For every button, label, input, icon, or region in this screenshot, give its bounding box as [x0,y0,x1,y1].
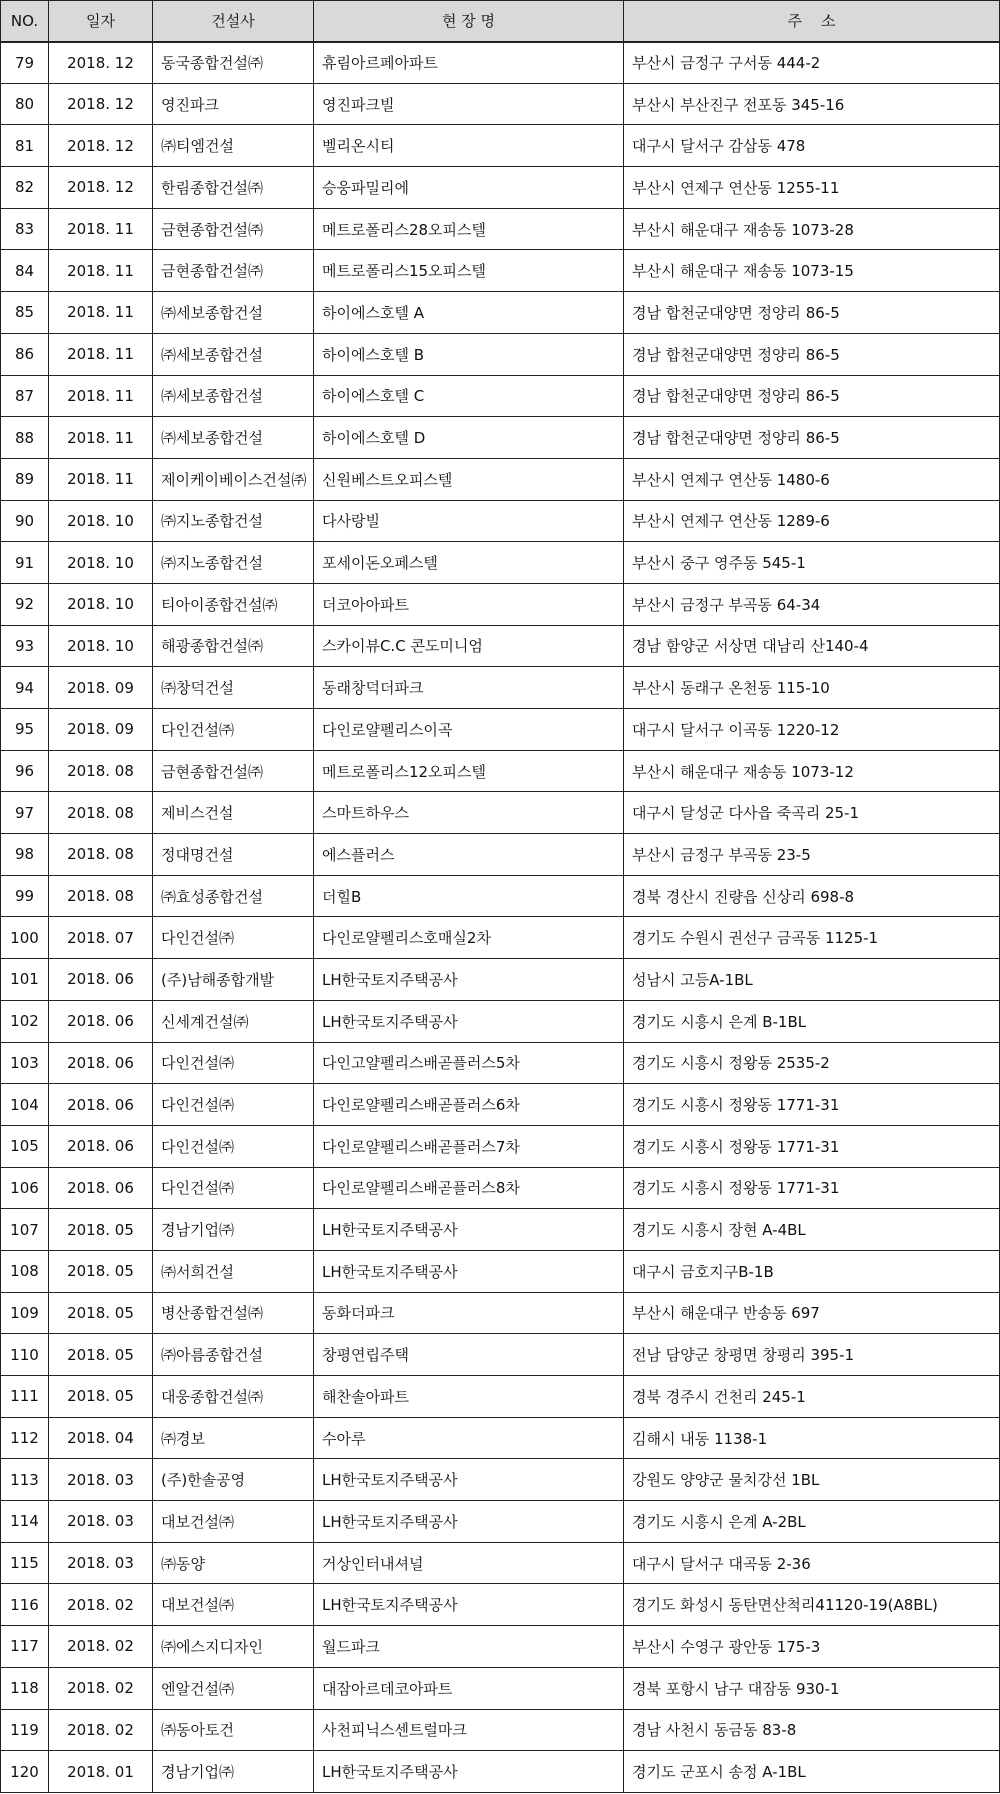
cell-site: 메트로폴리스12오피스텔 [314,750,624,792]
cell-no: 116 [1,1584,49,1626]
cell-address: 전남 담양군 창평면 창평리 395-1 [624,1334,1000,1376]
cell-no: 91 [1,542,49,584]
cell-date: 2018. 12 [49,167,153,209]
cell-address: 부산시 부산진구 전포동 345-16 [624,83,1000,125]
cell-date: 2018. 06 [49,1000,153,1042]
cell-company: ㈜지노종합건설 [153,542,314,584]
cell-site: 다인로얄펠리스이곡 [314,709,624,751]
cell-no: 101 [1,959,49,1001]
cell-address: 대구시 달서구 이곡동 1220-12 [624,709,1000,751]
table-row [1,667,1000,709]
cell-date: 2018. 02 [49,1626,153,1668]
cell-address: 경기도 시흥시 정왕동 1771-31 [624,1167,1000,1209]
cell-site: 하이에스호텔 A [314,292,624,334]
table-row [1,959,1000,1001]
cell-address: 강원도 양양군 물치강선 1BL [624,1459,1000,1501]
cell-site: 영진파크빌 [314,83,624,125]
cell-company: ㈜효성종합건설 [153,875,314,917]
cell-no: 102 [1,1000,49,1042]
cell-date: 2018. 05 [49,1209,153,1251]
cell-site: 하이에스호텔 D [314,417,624,459]
cell-address: 부산시 연제구 연산동 1289-6 [624,500,1000,542]
cell-site: 동래창덕더파크 [314,667,624,709]
cell-no: 93 [1,625,49,667]
cell-company: ㈜아름종합건설 [153,1334,314,1376]
cell-site: 다인로얄펠리스호매실2차 [314,917,624,959]
table-row [1,1751,1000,1793]
cell-site: LH한국토지주택공사 [314,1000,624,1042]
table-row [1,292,1000,334]
cell-no: 84 [1,250,49,292]
cell-date: 2018. 12 [49,125,153,167]
cell-no: 107 [1,1209,49,1251]
cell-date: 2018. 02 [49,1667,153,1709]
cell-address: 경기도 시흥시 정왕동 2535-2 [624,1042,1000,1084]
cell-company: ㈜창덕건설 [153,667,314,709]
cell-date: 2018. 09 [49,709,153,751]
cell-site: 다사랑빌 [314,500,624,542]
cell-date: 2018. 05 [49,1334,153,1376]
cell-address: 부산시 동래구 온천동 115-10 [624,667,1000,709]
cell-site: LH한국토지주택공사 [314,1250,624,1292]
table-row [1,42,1000,84]
table-row [1,375,1000,417]
cell-company: 금현종합건설㈜ [153,208,314,250]
table-row [1,208,1000,250]
cell-company: (주)한솔공영 [153,1459,314,1501]
cell-site: LH한국토지주택공사 [314,1459,624,1501]
cell-company: 경남기업㈜ [153,1751,314,1793]
cell-no: 80 [1,83,49,125]
table-row [1,1125,1000,1167]
cell-no: 82 [1,167,49,209]
cell-address: 부산시 해운대구 재송동 1073-12 [624,750,1000,792]
cell-no: 105 [1,1125,49,1167]
cell-company: 동국종합건설㈜ [153,42,314,84]
cell-company: 금현종합건설㈜ [153,750,314,792]
cell-no: 120 [1,1751,49,1793]
cell-no: 106 [1,1167,49,1209]
cell-company: (주)남해종합개발 [153,959,314,1001]
table-row [1,875,1000,917]
cell-no: 92 [1,583,49,625]
cell-address: 경기도 시흥시 정왕동 1771-31 [624,1125,1000,1167]
table-row [1,542,1000,584]
cell-date: 2018. 08 [49,834,153,876]
cell-address: 부산시 금정구 부곡동 64-34 [624,583,1000,625]
cell-address: 경기도 시흥시 은계 B-1BL [624,1000,1000,1042]
cell-site: 해찬솔아파트 [314,1376,624,1418]
cell-date: 2018. 10 [49,583,153,625]
cell-no: 112 [1,1417,49,1459]
cell-site: LH한국토지주택공사 [314,1209,624,1251]
cell-company: 신세계건설㈜ [153,1000,314,1042]
cell-address: 대구시 금호지구B-1B [624,1250,1000,1292]
cell-no: 97 [1,792,49,834]
cell-address: 경남 합천군대양면 정양리 86-5 [624,333,1000,375]
cell-address: 경남 함양군 서상면 대남리 산140-4 [624,625,1000,667]
cell-date: 2018. 08 [49,750,153,792]
cell-no: 103 [1,1042,49,1084]
cell-date: 2018. 06 [49,1084,153,1126]
cell-site: 하이에스호텔 C [314,375,624,417]
table-row [1,417,1000,459]
cell-site: LH한국토지주택공사 [314,959,624,1001]
table-row [1,167,1000,209]
table-row [1,125,1000,167]
cell-site: 에스플러스 [314,834,624,876]
cell-date: 2018. 08 [49,875,153,917]
cell-site: 수아루 [314,1417,624,1459]
cell-company: ㈜동양 [153,1542,314,1584]
cell-date: 2018. 11 [49,292,153,334]
cell-no: 90 [1,500,49,542]
table-row [1,750,1000,792]
cell-address: 부산시 중구 영주동 545-1 [624,542,1000,584]
cell-site: 다인고얄펠리스배곧플러스5차 [314,1042,624,1084]
header-address: 주 소 [624,1,1000,42]
table-row [1,1209,1000,1251]
cell-no: 83 [1,208,49,250]
cell-date: 2018. 11 [49,208,153,250]
cell-no: 114 [1,1501,49,1543]
table-row [1,1417,1000,1459]
cell-address: 부산시 해운대구 재송동 1073-15 [624,250,1000,292]
cell-no: 108 [1,1250,49,1292]
cell-no: 109 [1,1292,49,1334]
cell-date: 2018. 03 [49,1459,153,1501]
cell-site: 하이에스호텔 B [314,333,624,375]
cell-company: ㈜세보종합건설 [153,333,314,375]
cell-company: ㈜동아토건 [153,1709,314,1751]
header-date: 일자 [49,1,153,42]
cell-company: 대보건설㈜ [153,1501,314,1543]
cell-company: 제비스건설 [153,792,314,834]
cell-company: 병산종합건설㈜ [153,1292,314,1334]
table-row [1,83,1000,125]
cell-company: 대보건설㈜ [153,1584,314,1626]
cell-site: LH한국토지주택공사 [314,1751,624,1793]
cell-no: 119 [1,1709,49,1751]
table-row [1,1000,1000,1042]
cell-address: 경기도 화성시 동탄면산척리41120-19(A8BL) [624,1584,1000,1626]
table-row [1,250,1000,292]
cell-site: 스카이뷰C.C 콘도미니엄 [314,625,624,667]
cell-address: 경남 합천군대양면 정양리 86-5 [624,417,1000,459]
cell-date: 2018. 11 [49,333,153,375]
cell-no: 118 [1,1667,49,1709]
table-row [1,1542,1000,1584]
table-body [1,42,1000,1793]
cell-company: ㈜세보종합건설 [153,417,314,459]
cell-no: 85 [1,292,49,334]
cell-site: 다인로얄펠리스배곧플러스6차 [314,1084,624,1126]
header-site: 현 장 명 [314,1,624,42]
cell-site: 월드파크 [314,1626,624,1668]
cell-date: 2018. 07 [49,917,153,959]
cell-address: 경북 포항시 남구 대잠동 930-1 [624,1667,1000,1709]
cell-company: 다인건설㈜ [153,709,314,751]
cell-site: 더코아아파트 [314,583,624,625]
cell-company: 제이케이베이스건설㈜ [153,458,314,500]
table-row [1,917,1000,959]
cell-company: ㈜서희건설 [153,1250,314,1292]
table-row [1,1084,1000,1126]
cell-no: 81 [1,125,49,167]
cell-date: 2018. 05 [49,1250,153,1292]
cell-date: 2018. 05 [49,1292,153,1334]
cell-date: 2018. 06 [49,1125,153,1167]
table-row [1,792,1000,834]
cell-date: 2018. 02 [49,1584,153,1626]
table-row [1,1626,1000,1668]
header-no: NO. [1,1,49,42]
cell-no: 95 [1,709,49,751]
cell-no: 100 [1,917,49,959]
table-row [1,1584,1000,1626]
cell-site: 메트로폴리스15오피스텔 [314,250,624,292]
table-row [1,1292,1000,1334]
cell-date: 2018. 04 [49,1417,153,1459]
cell-company: 티아이종합건설㈜ [153,583,314,625]
cell-company: 다인건설㈜ [153,917,314,959]
cell-date: 2018. 10 [49,625,153,667]
cell-no: 96 [1,750,49,792]
cell-address: 경기도 시흥시 정왕동 1771-31 [624,1084,1000,1126]
cell-address: 경북 경주시 건천리 245-1 [624,1376,1000,1418]
table-row [1,1459,1000,1501]
cell-address: 경기도 시흥시 은계 A-2BL [624,1501,1000,1543]
table-row [1,709,1000,751]
cell-company: 엔알건설㈜ [153,1667,314,1709]
cell-site: 다인로얄펠리스배곧플러스7차 [314,1125,624,1167]
cell-date: 2018. 10 [49,542,153,584]
cell-site: LH한국토지주택공사 [314,1584,624,1626]
cell-address: 경남 합천군대양면 정양리 86-5 [624,292,1000,334]
cell-date: 2018. 05 [49,1376,153,1418]
cell-no: 94 [1,667,49,709]
cell-date: 2018. 03 [49,1542,153,1584]
cell-address: 성남시 고등A-1BL [624,959,1000,1001]
cell-company: 다인건설㈜ [153,1084,314,1126]
table-row [1,625,1000,667]
cell-site: 휴림아르페아파트 [314,42,624,84]
table-row [1,1709,1000,1751]
cell-no: 115 [1,1542,49,1584]
cell-date: 2018. 11 [49,250,153,292]
table-row [1,1167,1000,1209]
cell-date: 2018. 09 [49,667,153,709]
cell-address: 부산시 금정구 부곡동 23-5 [624,834,1000,876]
cell-date: 2018. 02 [49,1709,153,1751]
cell-company: ㈜경보 [153,1417,314,1459]
table-row [1,583,1000,625]
cell-company: 다인건설㈜ [153,1125,314,1167]
cell-company: ㈜티엠건설 [153,125,314,167]
cell-date: 2018. 11 [49,375,153,417]
cell-address: 부산시 수영구 광안동 175-3 [624,1626,1000,1668]
cell-date: 2018. 03 [49,1501,153,1543]
cell-no: 99 [1,875,49,917]
cell-no: 79 [1,42,49,84]
cell-no: 111 [1,1376,49,1418]
cell-site: 신원베스트오피스텔 [314,458,624,500]
cell-no: 87 [1,375,49,417]
cell-date: 2018. 06 [49,1167,153,1209]
cell-company: 다인건설㈜ [153,1042,314,1084]
cell-address: 대구시 달서구 감삼동 478 [624,125,1000,167]
cell-date: 2018. 11 [49,458,153,500]
cell-date: 2018. 06 [49,959,153,1001]
cell-date: 2018. 06 [49,1042,153,1084]
cell-no: 104 [1,1084,49,1126]
cell-site: 포세이돈오페스텔 [314,542,624,584]
cell-date: 2018. 12 [49,42,153,84]
table-row [1,1667,1000,1709]
table-row [1,834,1000,876]
header-row [1,1,1000,42]
cell-date: 2018. 11 [49,417,153,459]
cell-address: 경남 합천군대양면 정양리 86-5 [624,375,1000,417]
cell-site: 다인로얄펠리스배곧플러스8차 [314,1167,624,1209]
cell-company: 다인건설㈜ [153,1167,314,1209]
cell-no: 98 [1,834,49,876]
cell-address: 부산시 연제구 연산동 1255-11 [624,167,1000,209]
cell-address: 경기도 시흥시 장현 A-4BL [624,1209,1000,1251]
cell-site: 더힐B [314,875,624,917]
cell-site: 대잠아르데코아파트 [314,1667,624,1709]
cell-no: 110 [1,1334,49,1376]
cell-company: ㈜지노종합건설 [153,500,314,542]
cell-address: 부산시 연제구 연산동 1480-6 [624,458,1000,500]
cell-address: 경남 사천시 동금동 83-8 [624,1709,1000,1751]
table-row [1,1250,1000,1292]
table-row [1,500,1000,542]
cell-address: 대구시 달서구 대곡동 2-36 [624,1542,1000,1584]
header-company: 건설사 [153,1,314,42]
cell-site: 스마트하우스 [314,792,624,834]
cell-address: 부산시 금정구 구서동 444-2 [624,42,1000,84]
cell-no: 86 [1,333,49,375]
cell-address: 부산시 해운대구 재송동 1073-28 [624,208,1000,250]
cell-date: 2018. 01 [49,1751,153,1793]
cell-site: LH한국토지주택공사 [314,1501,624,1543]
cell-site: 창평연립주택 [314,1334,624,1376]
table-row [1,1334,1000,1376]
cell-date: 2018. 10 [49,500,153,542]
cell-site: 사천피닉스센트럴마크 [314,1709,624,1751]
cell-company: 영진파크 [153,83,314,125]
cell-no: 113 [1,1459,49,1501]
table-row [1,1376,1000,1418]
cell-company: ㈜에스지디자인 [153,1626,314,1668]
cell-address: 대구시 달성군 다사읍 죽곡리 25-1 [624,792,1000,834]
table-row [1,333,1000,375]
cell-address: 경기도 수원시 권선구 금곡동 1125-1 [624,917,1000,959]
cell-company: 정대명건설 [153,834,314,876]
cell-company: ㈜세보종합건설 [153,375,314,417]
cell-company: 금현종합건설㈜ [153,250,314,292]
cell-site: 동화더파크 [314,1292,624,1334]
cell-address: 부산시 해운대구 반송동 697 [624,1292,1000,1334]
cell-address: 경기도 군포시 송정 A-1BL [624,1751,1000,1793]
cell-company: 대웅종합건설㈜ [153,1376,314,1418]
cell-address: 경북 경산시 진량읍 신상리 698-8 [624,875,1000,917]
table-row [1,458,1000,500]
cell-site: 메트로폴리스28오피스텔 [314,208,624,250]
cell-no: 89 [1,458,49,500]
cell-company: 한림종합건설㈜ [153,167,314,209]
cell-date: 2018. 12 [49,83,153,125]
cell-company: ㈜세보종합건설 [153,292,314,334]
cell-company: 해광종합건설㈜ [153,625,314,667]
cell-site: 벨리온시티 [314,125,624,167]
cell-no: 88 [1,417,49,459]
cell-no: 117 [1,1626,49,1668]
cell-site: 거상인터내셔널 [314,1542,624,1584]
cell-site: 승웅파밀리에 [314,167,624,209]
cell-date: 2018. 08 [49,792,153,834]
cell-company: 경남기업㈜ [153,1209,314,1251]
table-row [1,1042,1000,1084]
cell-address: 김해시 내동 1138-1 [624,1417,1000,1459]
table-row [1,1501,1000,1543]
